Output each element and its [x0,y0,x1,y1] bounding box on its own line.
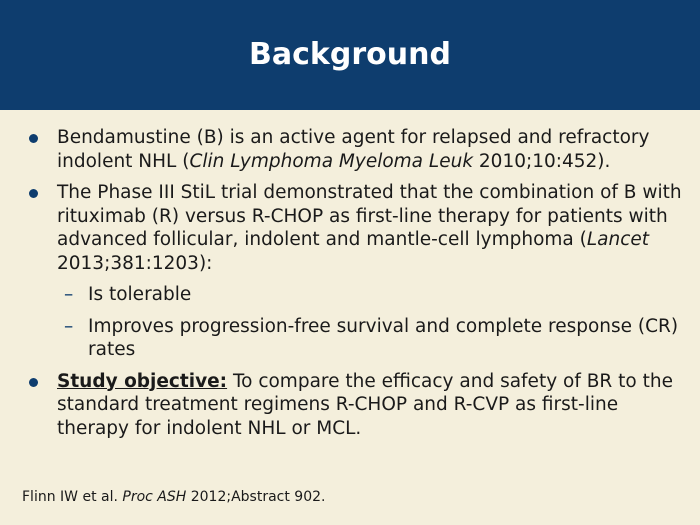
bullet-bendamustine [26,126,686,173]
sub-bullet-text: Is tolerable [88,284,192,305]
footnote-authors: Flinn IW et al. [22,489,123,505]
bullet-stil-trial [26,181,686,275]
dash-icon: – [64,284,74,305]
citation-journal: Clin Lymphoma Myeloma Leuk [189,150,474,172]
title-bar [0,0,700,110]
sub-bullet-tolerable [26,283,686,307]
slide-title: Background [249,36,451,72]
bullet-dot-icon [29,134,38,143]
slide-content [26,126,686,448]
bullet-text: Bendamustine (B) is an active agent for relapsed and refractory indolent NHL ( [57,127,650,172]
footnote-ref: 2012;Abstract 902. [186,489,326,505]
dash-icon: – [64,315,74,337]
bullet-dot-icon [29,378,38,387]
footnote-reference [22,489,325,505]
bullet-text: The Phase III StiL trial demonstrated that the combination of B with rituximab (R) versus R-CHOP as first-line therapy for patients with advanced follicular, indolent and mantle-cell lymphoma ( [57,182,682,250]
sub-bullet-pfs [26,315,686,362]
sub-bullet-text: Improves progression-free survival and complete response (CR) rates [88,315,679,360]
citation-ref: 2010;10:452). [473,150,611,172]
objective-text: To compare the efficacy and safety of BR to the standard treatment regimens R-CHOP and R-CVP as first-line therapy for indolent NHL or MCL. [57,370,673,439]
footnote-journal: Proc ASH [122,489,187,505]
citation-ref: 2013;381:1203): [57,252,213,274]
bullet-study-objective [26,370,686,441]
bullet-dot-icon [29,189,38,198]
citation-journal: Lancet [586,229,650,250]
objective-label: Study objective: [57,370,228,392]
